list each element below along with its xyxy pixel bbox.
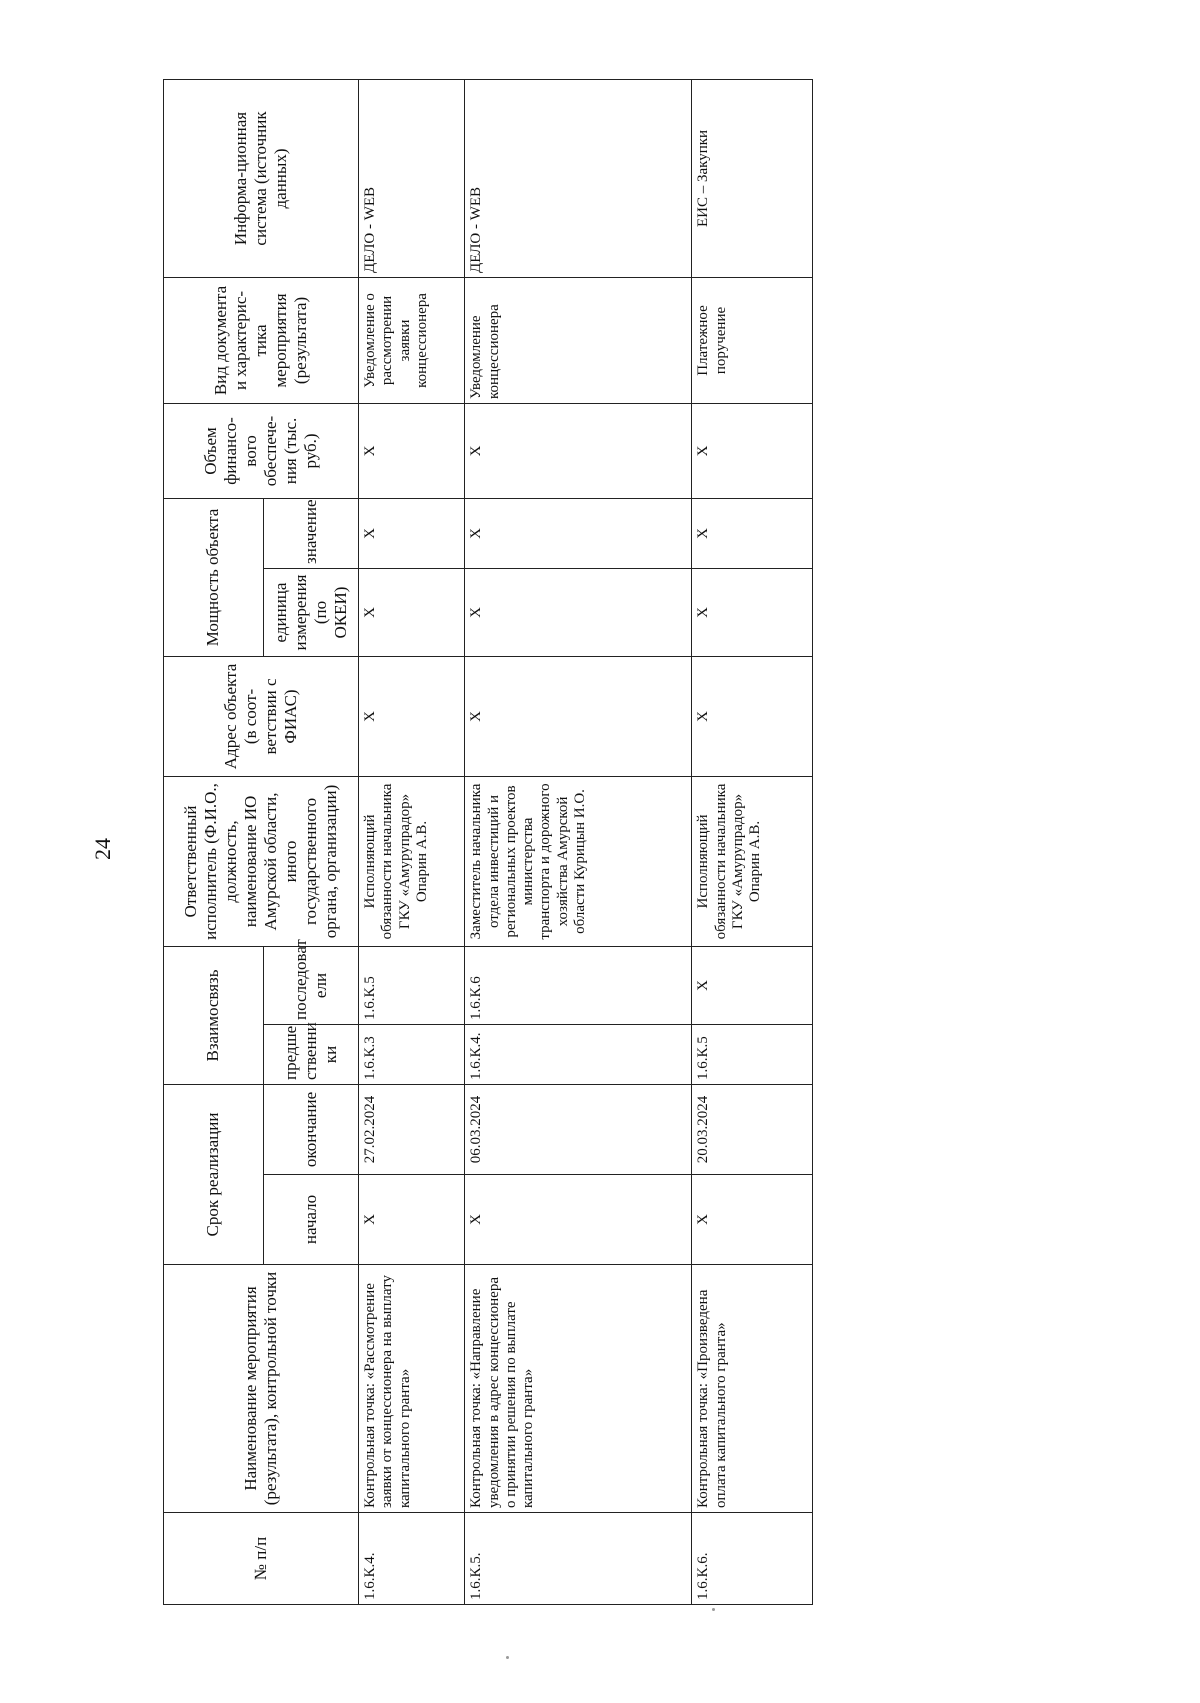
- cell-system: ЕИС – Закупки: [692, 79, 813, 277]
- header-row-1: [164, 79, 264, 1604]
- cell-next: 1.6.К.5: [359, 946, 465, 1024]
- cell-value: Х: [465, 498, 692, 568]
- page-number: 24: [90, 838, 115, 860]
- header-num: № п/п: [164, 1513, 359, 1605]
- cell-name: Контрольная точка: «Произведена оплата капитального гранта»: [692, 1265, 813, 1513]
- rotated-table-container: [163, 80, 1200, 1600]
- cell-address: Х: [359, 656, 465, 776]
- table-row: [465, 79, 692, 1604]
- cell-system: ДЕЛО - WEB: [359, 79, 465, 277]
- cell-start: Х: [359, 1175, 465, 1265]
- cell-name: Контрольная точка: «Рассмотрение заявки от концессионера на выплату капитального гранта»: [359, 1265, 465, 1513]
- header-link-next: последоват ели: [264, 946, 359, 1024]
- cell-next: 1.6.К.6: [465, 946, 692, 1024]
- cell-prev: 1.6.К.5: [692, 1025, 813, 1085]
- header-finance: Объем финансо-вого обеспече-ния (тыс. руб.): [164, 403, 359, 498]
- cell-finance: Х: [359, 403, 465, 498]
- cell-prev: 1.6.К.4.: [465, 1025, 692, 1085]
- cell-value: Х: [359, 498, 465, 568]
- cell-name: Контрольная точка: «Направление уведомления в адрес концессионера о принятии решения по выплате капитального гранта»: [465, 1265, 692, 1513]
- cell-responsible: Заместитель начальника отдела инвестиций и региональных проектов министерства транспорта и дорожного хозяйства Амурской области Курицын И.О.: [465, 776, 692, 946]
- cell-finance: Х: [465, 403, 692, 498]
- control-points-table: [163, 79, 813, 1605]
- cell-start: Х: [692, 1175, 813, 1265]
- cell-responsible: Исполняющий обязанности начальника ГКУ «Амурупрадор» Опарин А.В.: [692, 776, 813, 946]
- header-link-prev: предше ственни ки: [264, 1025, 359, 1085]
- header-doc-type: Вид документа и характерис-тика мероприятия (результата): [164, 277, 359, 403]
- header-address: Адрес объекта (в соот-ветствии с ФИАС): [164, 656, 359, 776]
- cell-system: ДЕЛО - WEB: [465, 79, 692, 277]
- cell-address: Х: [692, 656, 813, 776]
- cell-finance: Х: [692, 403, 813, 498]
- scan-speck: [712, 1608, 715, 1611]
- table-row: [359, 79, 465, 1604]
- header-capacity-value: значение: [264, 498, 359, 568]
- cell-address: Х: [465, 656, 692, 776]
- table-row: [692, 79, 813, 1604]
- cell-prev: 1.6.К.3: [359, 1025, 465, 1085]
- cell-doc: Уведомление концессионера: [465, 277, 692, 403]
- header-responsible: Ответственный исполнитель (Ф.И.О., должность, наименование ИО Амурской области, иного государственного органа, организации): [164, 776, 359, 946]
- cell-doc: Уведомление о рассмотрении заявки концессионера: [359, 277, 465, 403]
- scan-speck: [506, 1656, 509, 1659]
- cell-unit: Х: [465, 568, 692, 656]
- header-info-system: Информа-ционная система (источник данных): [164, 79, 359, 277]
- cell-end: 27.02.2024: [359, 1085, 465, 1175]
- cell-value: Х: [692, 498, 813, 568]
- header-term-end: окончание: [264, 1085, 359, 1175]
- header-term: Срок реализации: [164, 1085, 264, 1265]
- cell-start: Х: [465, 1175, 692, 1265]
- header-capacity-unit: единица измерения (по ОКЕИ): [264, 568, 359, 656]
- cell-end: 06.03.2024: [465, 1085, 692, 1175]
- cell-responsible: Исполняющий обязанности начальника ГКУ «Амурупрадор» Опарин А.В.: [359, 776, 465, 946]
- cell-doc: Платежное поручение: [692, 277, 813, 403]
- cell-next: Х: [692, 946, 813, 1024]
- header-links: Взаимосвязь: [164, 946, 264, 1084]
- cell-unit: Х: [692, 568, 813, 656]
- cell-unit: Х: [359, 568, 465, 656]
- header-capacity: Мощность объекта: [164, 498, 264, 656]
- cell-num: 1.6.К.5.: [465, 1513, 692, 1605]
- header-name: Наименование мероприятия (результата), контрольной точки: [164, 1265, 359, 1513]
- cell-end: 20.03.2024: [692, 1085, 813, 1175]
- cell-num: 1.6.К.6.: [692, 1513, 813, 1605]
- cell-num: 1.6.К.4.: [359, 1513, 465, 1605]
- header-term-start: начало: [264, 1175, 359, 1265]
